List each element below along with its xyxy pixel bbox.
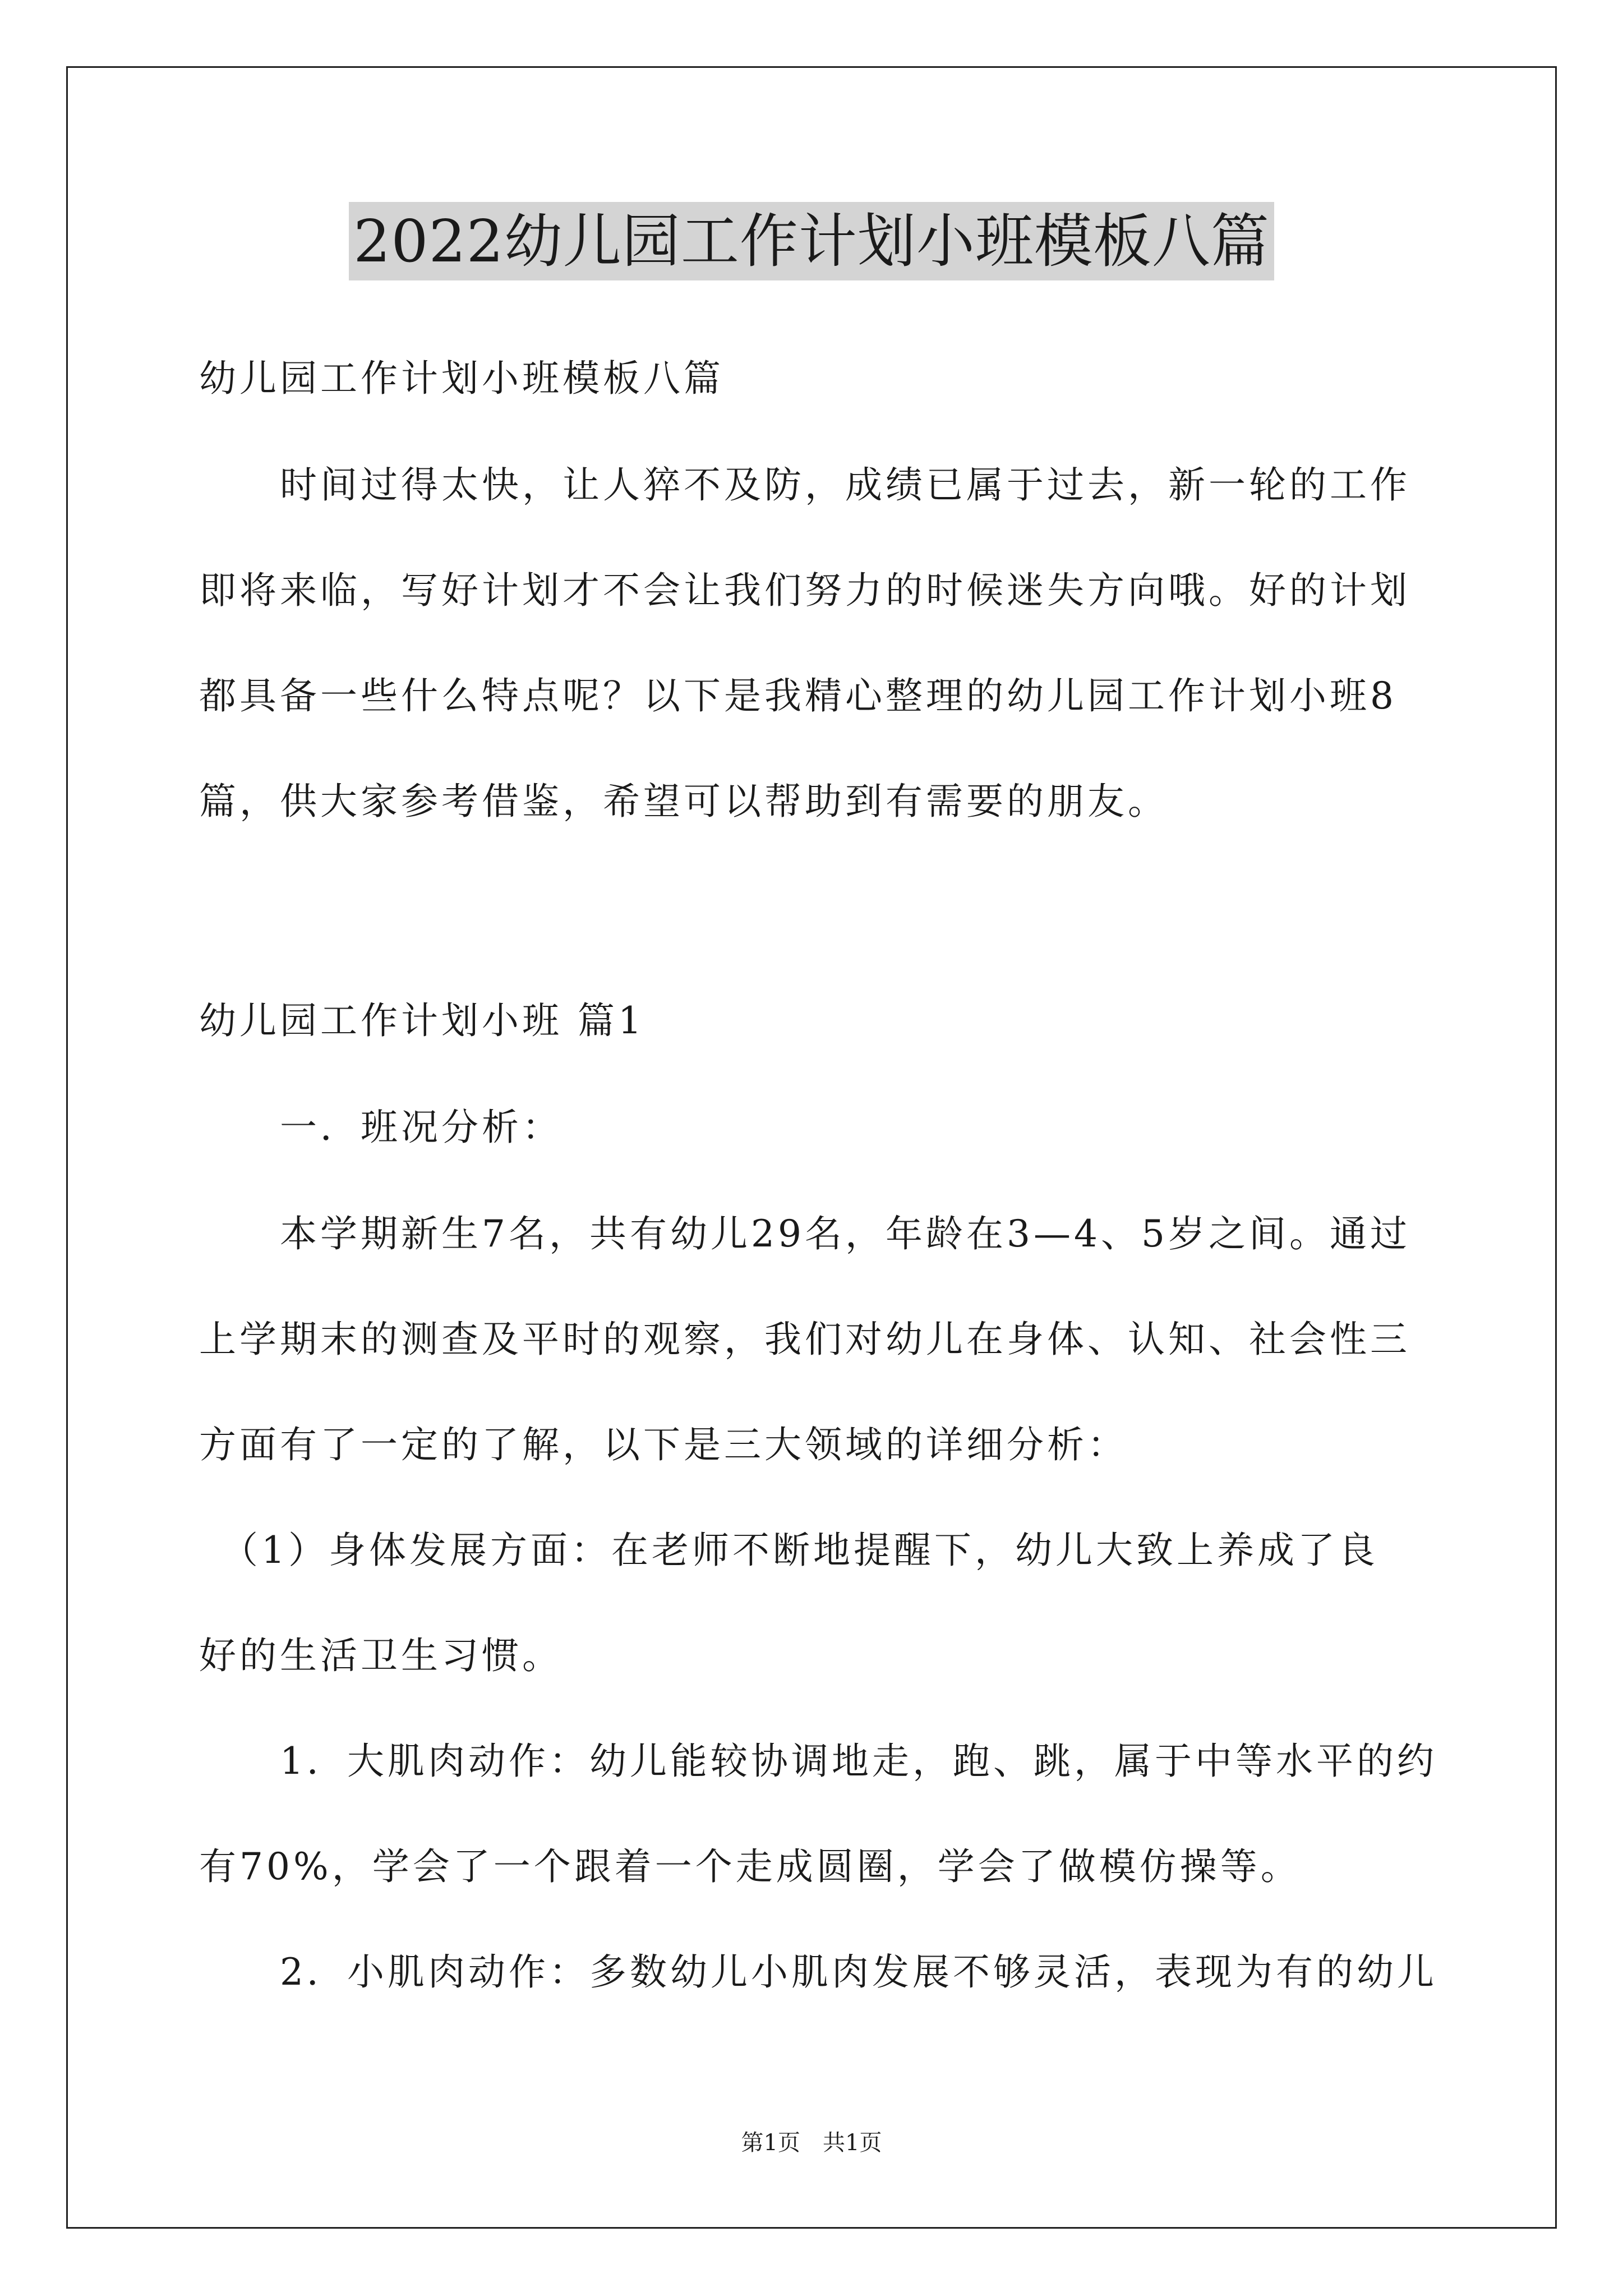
body-line: 时间过得太快，让人猝不及防，成绩已属于过去，新一轮的工作 (199, 463, 1410, 507)
body-line: 幼儿园工作计划小班模板八篇 (199, 357, 724, 400)
body-line: 有70%，学会了一个跟着一个走成圆圈，学会了做模仿操等。 (199, 1845, 1301, 1888)
body-line: 2．小肌肉动作：多数幼儿小肌肉发展不够灵活，表现为有的幼儿 (199, 1950, 1437, 1994)
page-footer: 第1页 共1页 (741, 2130, 882, 2156)
body-line: 一．班况分析： (199, 1106, 562, 1149)
body-line: 都具备一些什么特点呢？以下是我精心整理的幼儿园工作计划小班8 (199, 674, 1397, 717)
body-line: 上学期末的测查及平时的观察，我们对幼儿在身体、认知、社会性三 (199, 1318, 1410, 1361)
body-line: 1．大肌肉动作：幼儿能较协调地走，跑、跳，属于中等水平的约 (199, 1740, 1437, 1783)
body-line: （1）身体发展方面：在老师不断地提醒下，幼儿大致上养成了良 (199, 1529, 1378, 1572)
body-line: 方面有了一定的了解，以下是三大领域的详细分析： (199, 1423, 1128, 1466)
document-title: 2022幼儿园工作计划小班模板八篇 (349, 202, 1274, 280)
section-heading: 幼儿园工作计划小班 篇1 (199, 999, 645, 1042)
body-line: 即将来临，写好计划才不会让我们努力的时候迷失方向哦。好的计划 (199, 569, 1410, 612)
title-container (0, 202, 1623, 280)
body-line: 好的生活卫生习惯。 (199, 1634, 562, 1677)
body-line: 篇，供大家参考借鉴，希望可以帮助到有需要的朋友。 (199, 780, 1168, 823)
body-line: 本学期新生7名，共有幼儿29名，年龄在3—4、5岁之间。通过 (199, 1212, 1410, 1255)
